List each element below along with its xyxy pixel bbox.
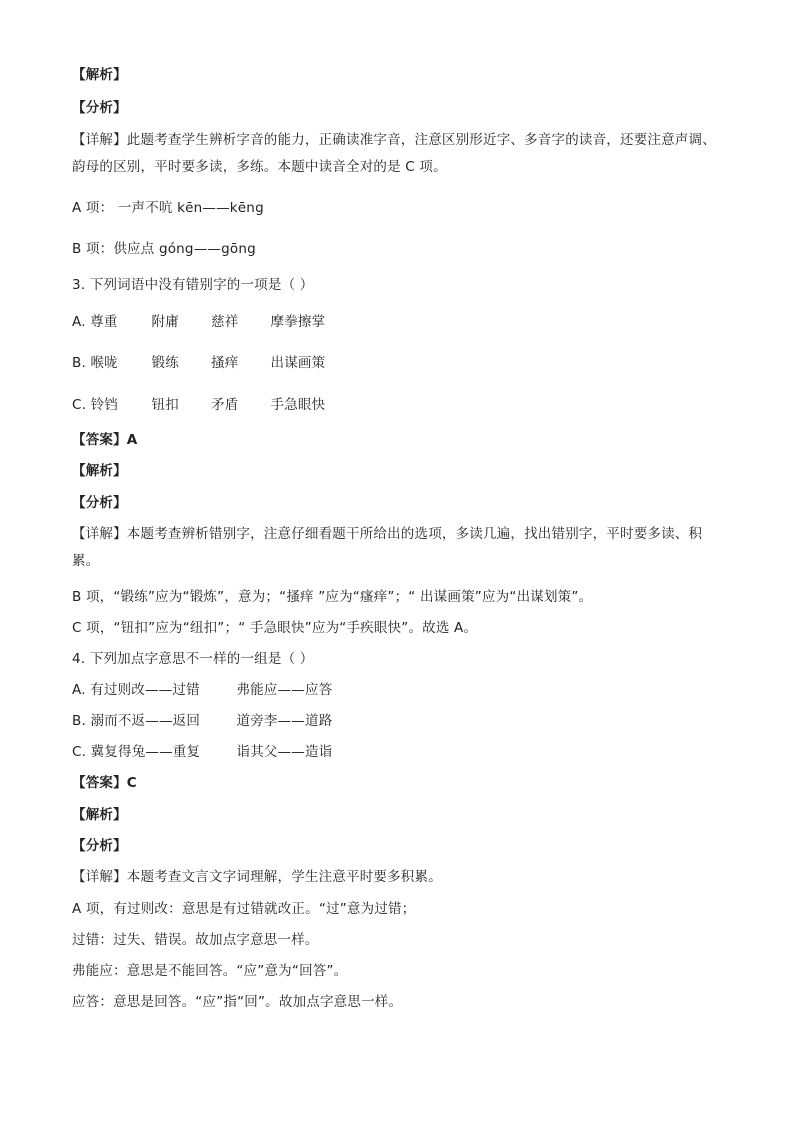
option-word: 摩拳擦掌 — [270, 314, 326, 330]
b-item-note: B 项：供应点 góng——gōng — [72, 241, 256, 257]
option-left: C. 冀复得兔——重复 — [72, 744, 201, 760]
q3-jiexi-heading: 【解析】 — [72, 463, 127, 479]
q3-b-note: B 项，“锻练”应为“锻炼”，意为；“搔痒 ”应为“瘙痒”；“ 出谋画策”应为“出谋划策”。 — [72, 589, 593, 605]
option-label: C. 铃铛 — [72, 397, 119, 413]
q4-note: A 项，有过则改：意思是有过错就改正。“过”意为过错； — [72, 901, 416, 917]
q4-note: 弗能应：意思是不能回答。“应”意为“回答”。 — [72, 963, 348, 979]
q4-answer: 【答案】C — [72, 775, 137, 791]
q4-xiangjie-paragraph: 【详解】本题考查文言文字词理解，学生注意平时要多积累。 — [72, 869, 442, 885]
fenxi-heading: 【分析】 — [72, 100, 127, 116]
option-word: 钮扣 — [151, 397, 179, 413]
option-word: 附庸 — [151, 314, 179, 330]
option-right: 道旁李——道路 — [236, 713, 333, 729]
a-item-note: A 项： 一声不吭 kēn——kēng — [72, 200, 264, 216]
q4-note: 过错：过失、错误。故加点字意思一样。 — [72, 932, 319, 948]
xiangjie-paragraph: 【详解】此题考查学生辨析字音的能力，正确读准字音，注意区别形近字、多音字的读音，还要注意声调、韵母的区别，平时要多读，多练。本题中读音全对的是 C 项。 — [72, 132, 716, 175]
q3-option-a — [72, 313, 325, 331]
q4-option-a — [72, 681, 332, 699]
option-left: A. 有过则改——过错 — [72, 682, 200, 698]
q3-xiangjie-paragraph: 【详解】本题考查辨析错别字，注意仔细看题干所给出的选项，多读几遍，找出错别字，平时要多读、积累。 — [72, 526, 703, 569]
q4-option-b — [72, 712, 332, 730]
question-3: 3. 下列词语中没有错别字的一项是（ ） — [72, 277, 314, 293]
q3-c-note: C 项，“钮扣”应为“纽扣”；“ 手急眼快”应为“手疾眼快”。故选 A。 — [72, 620, 478, 636]
option-word: 矛盾 — [211, 397, 239, 413]
q3-answer: 【答案】A — [72, 432, 138, 448]
option-right: 弗能应——应答 — [236, 682, 333, 698]
q3-fenxi-heading: 【分析】 — [72, 495, 127, 511]
q4-jiexi-heading: 【解析】 — [72, 807, 127, 823]
option-left: B. 溺而不返——返回 — [72, 713, 201, 729]
q4-fenxi-heading: 【分析】 — [72, 838, 127, 854]
q4-option-c — [72, 743, 332, 761]
question-4: 4. 下列加点字意思不一样的一组是（ ） — [72, 651, 314, 667]
option-word: 搔痒 — [211, 355, 239, 371]
option-word: 出谋画策 — [270, 355, 326, 371]
jiexi-heading: 【解析】 — [72, 67, 127, 83]
q3-option-b — [72, 354, 325, 372]
q4-note: 应答：意思是回答。“应”指“回”。故加点字意思一样。 — [72, 994, 403, 1010]
option-label: A. 尊重 — [72, 314, 118, 330]
option-label: B. 喉咙 — [72, 355, 118, 371]
option-word: 慈祥 — [211, 314, 239, 330]
option-word: 锻练 — [151, 355, 179, 371]
option-word: 手急眼快 — [270, 397, 326, 413]
option-right: 诣其父——造诣 — [236, 744, 333, 760]
q3-option-c — [72, 396, 325, 414]
